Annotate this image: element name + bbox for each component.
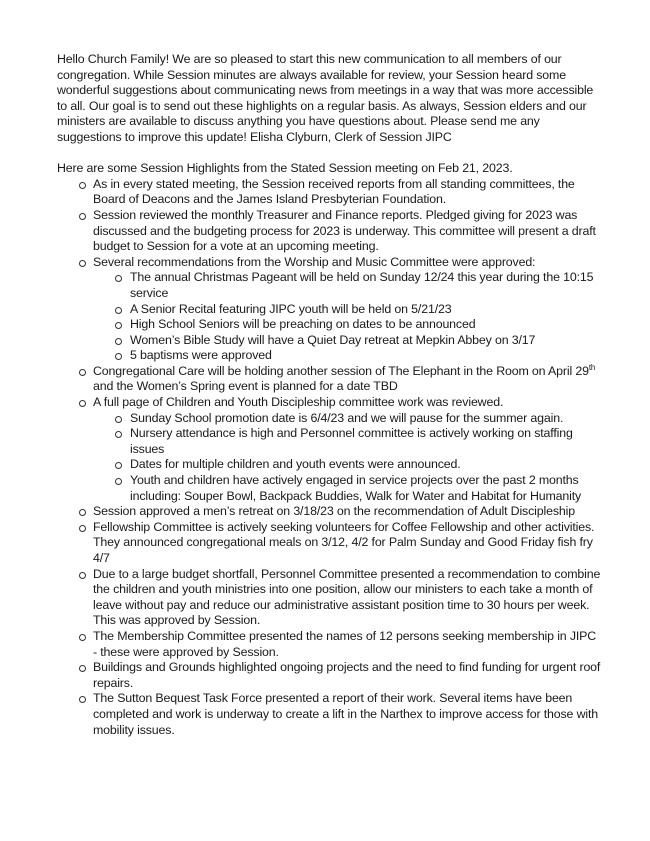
list-item-text: Congregational Care will be holding another session of The Elephant in the Room on April 29 — [93, 363, 589, 378]
hollow-circle-bullet-icon — [115, 307, 122, 314]
list-item-text: Fellowship Committee is actively seeking volunteers for Coffee Fellowship and other activities. They announced congregational meals on 3/12, 4/2 for Palm Sunday and Good Friday fish fry 4/7 — [93, 519, 595, 565]
sublist-item — [93, 457, 602, 473]
hollow-circle-bullet-icon — [79, 572, 86, 579]
hollow-circle-bullet-icon — [115, 416, 122, 423]
hollow-circle-bullet-icon — [79, 525, 86, 532]
hollow-circle-bullet-icon — [115, 431, 122, 438]
hollow-circle-bullet-icon — [79, 213, 86, 220]
hollow-circle-bullet-icon — [115, 338, 122, 345]
hollow-circle-bullet-icon — [115, 462, 122, 469]
hollow-circle-bullet-icon — [115, 275, 122, 282]
list-item-text: Due to a large budget shortfall, Personnel Committee presented a recommendation to combine the children and youth ministries into one position, allow our ministers to each take a month of leave without pay and reduce our administrative assistant position time to 30 hours per week. This was approved by Session. — [93, 566, 601, 628]
list-item-text: Buildings and Grounds highlighted ongoing projects and the need to find funding for urgent roof repairs. — [93, 660, 601, 690]
list-item-text: As in every stated meeting, the Session received reports from all standing committees, the Board of Deacons and the James Island Presbyterian Foundation. — [93, 176, 575, 207]
sublist-item — [93, 302, 602, 318]
hollow-circle-bullet-icon — [115, 353, 122, 360]
list-item — [57, 177, 602, 208]
worship-music-sublist — [93, 270, 602, 364]
ordinal-superscript: th — [588, 362, 596, 372]
hollow-circle-bullet-icon — [79, 182, 86, 189]
sublist-item-text: Dates for multiple children and youth events were announced. — [130, 457, 461, 472]
hollow-circle-bullet-icon — [79, 696, 86, 703]
list-item — [57, 395, 602, 504]
sublist-item-text: Nursery attendance is high and Personnel committee is actively working on staffing issues — [130, 426, 573, 456]
list-item — [57, 504, 602, 520]
hollow-circle-bullet-icon — [115, 478, 122, 485]
highlights-list — [57, 177, 602, 738]
sublist-item-text: The annual Christmas Pageant will be held on Sunday 12/24 this year during the 10:15 service — [130, 270, 594, 300]
hollow-circle-bullet-icon — [79, 400, 86, 407]
children-youth-sublist — [93, 411, 602, 505]
list-item — [57, 364, 602, 395]
hollow-circle-bullet-icon — [79, 634, 86, 641]
sublist-item — [93, 426, 602, 457]
list-item — [57, 208, 602, 255]
list-item-text: Several recommendations from the Worship and Music Committee were approved: — [93, 254, 536, 269]
hollow-circle-bullet-icon — [115, 322, 122, 329]
sublist-item — [93, 411, 602, 427]
list-item-text: The Membership Committee presented the names of 12 persons seeking membership in JIPC - these were approved by Session. — [93, 628, 597, 659]
list-item — [57, 629, 602, 660]
sublist-item-text: Women’s Bible Study will have a Quiet Day retreat at Mepkin Abbey on 3/17 — [130, 332, 536, 347]
list-item-text: Session approved a men’s retreat on 3/18/23 on the recommendation of Adult Discipleship — [93, 504, 575, 519]
list-item — [57, 660, 602, 691]
intro-paragraph: Hello Church Family! We are so pleased to start this new communication to all members of our congregation. While Session minutes are always available for review, your Session heard some wonderful suggestions about communicating news from meetings in a way that was more accessible to all. Our goal is to send out these highlights on a regular basis. As always, Session elders and our ministers are available to discuss anything you have questions about. Please send me any suggestions to improve this update! Elisha Clyburn, Clerk of Session JIPC — [57, 52, 594, 144]
sublist-item — [93, 473, 602, 504]
list-item — [57, 567, 602, 629]
sublist-item-text: A Senior Recital featuring JIPC youth will be held on 5/21/23 — [130, 301, 452, 316]
sublist-item-text: Sunday School promotion date is 6/4/23 and we will pause for the summer again. — [130, 410, 564, 425]
blank-line — [57, 146, 602, 162]
sublist-item — [93, 270, 602, 301]
list-item — [57, 691, 602, 738]
highlights-heading: Here are some Session Highlights from the Stated Session meeting on Feb 21, 2023. — [57, 161, 513, 176]
list-item-text: Session reviewed the monthly Treasurer and Finance reports. Pledged giving for 2023 was discussed and the budgeting process for 2023 is underway. This committee will present a draft budget to Session for a vote at an upcoming meeting. — [93, 207, 596, 254]
hollow-circle-bullet-icon — [79, 260, 86, 267]
sublist-item-text: 5 baptisms were approved — [130, 348, 272, 363]
hollow-circle-bullet-icon — [79, 369, 86, 376]
document-page — [57, 52, 602, 738]
sublist-item — [93, 317, 602, 333]
sublist-item — [93, 333, 602, 349]
list-item — [57, 255, 602, 364]
list-item-text-continued: and the Women’s Spring event is planned for a date TBD — [93, 379, 398, 394]
hollow-circle-bullet-icon — [79, 509, 86, 516]
list-item — [57, 520, 602, 567]
hollow-circle-bullet-icon — [79, 665, 86, 672]
sublist-item-text: Youth and children have actively engaged in service projects over the past 2 months including: Souper Bowl, Backpack Buddies, Walk for Water and Habitat for Humanity — [130, 473, 582, 503]
list-item-text: The Sutton Bequest Task Force presented a report of their work. Several items have been completed and work is underway to create a lift in the Narthex to improve access for those with mobility issues. — [93, 691, 599, 737]
sublist-item — [93, 348, 602, 364]
list-item-text: A full page of Children and Youth Discipleship committee work was reviewed. — [93, 395, 504, 410]
sublist-item-text: High School Seniors will be preaching on dates to be announced — [130, 317, 476, 332]
